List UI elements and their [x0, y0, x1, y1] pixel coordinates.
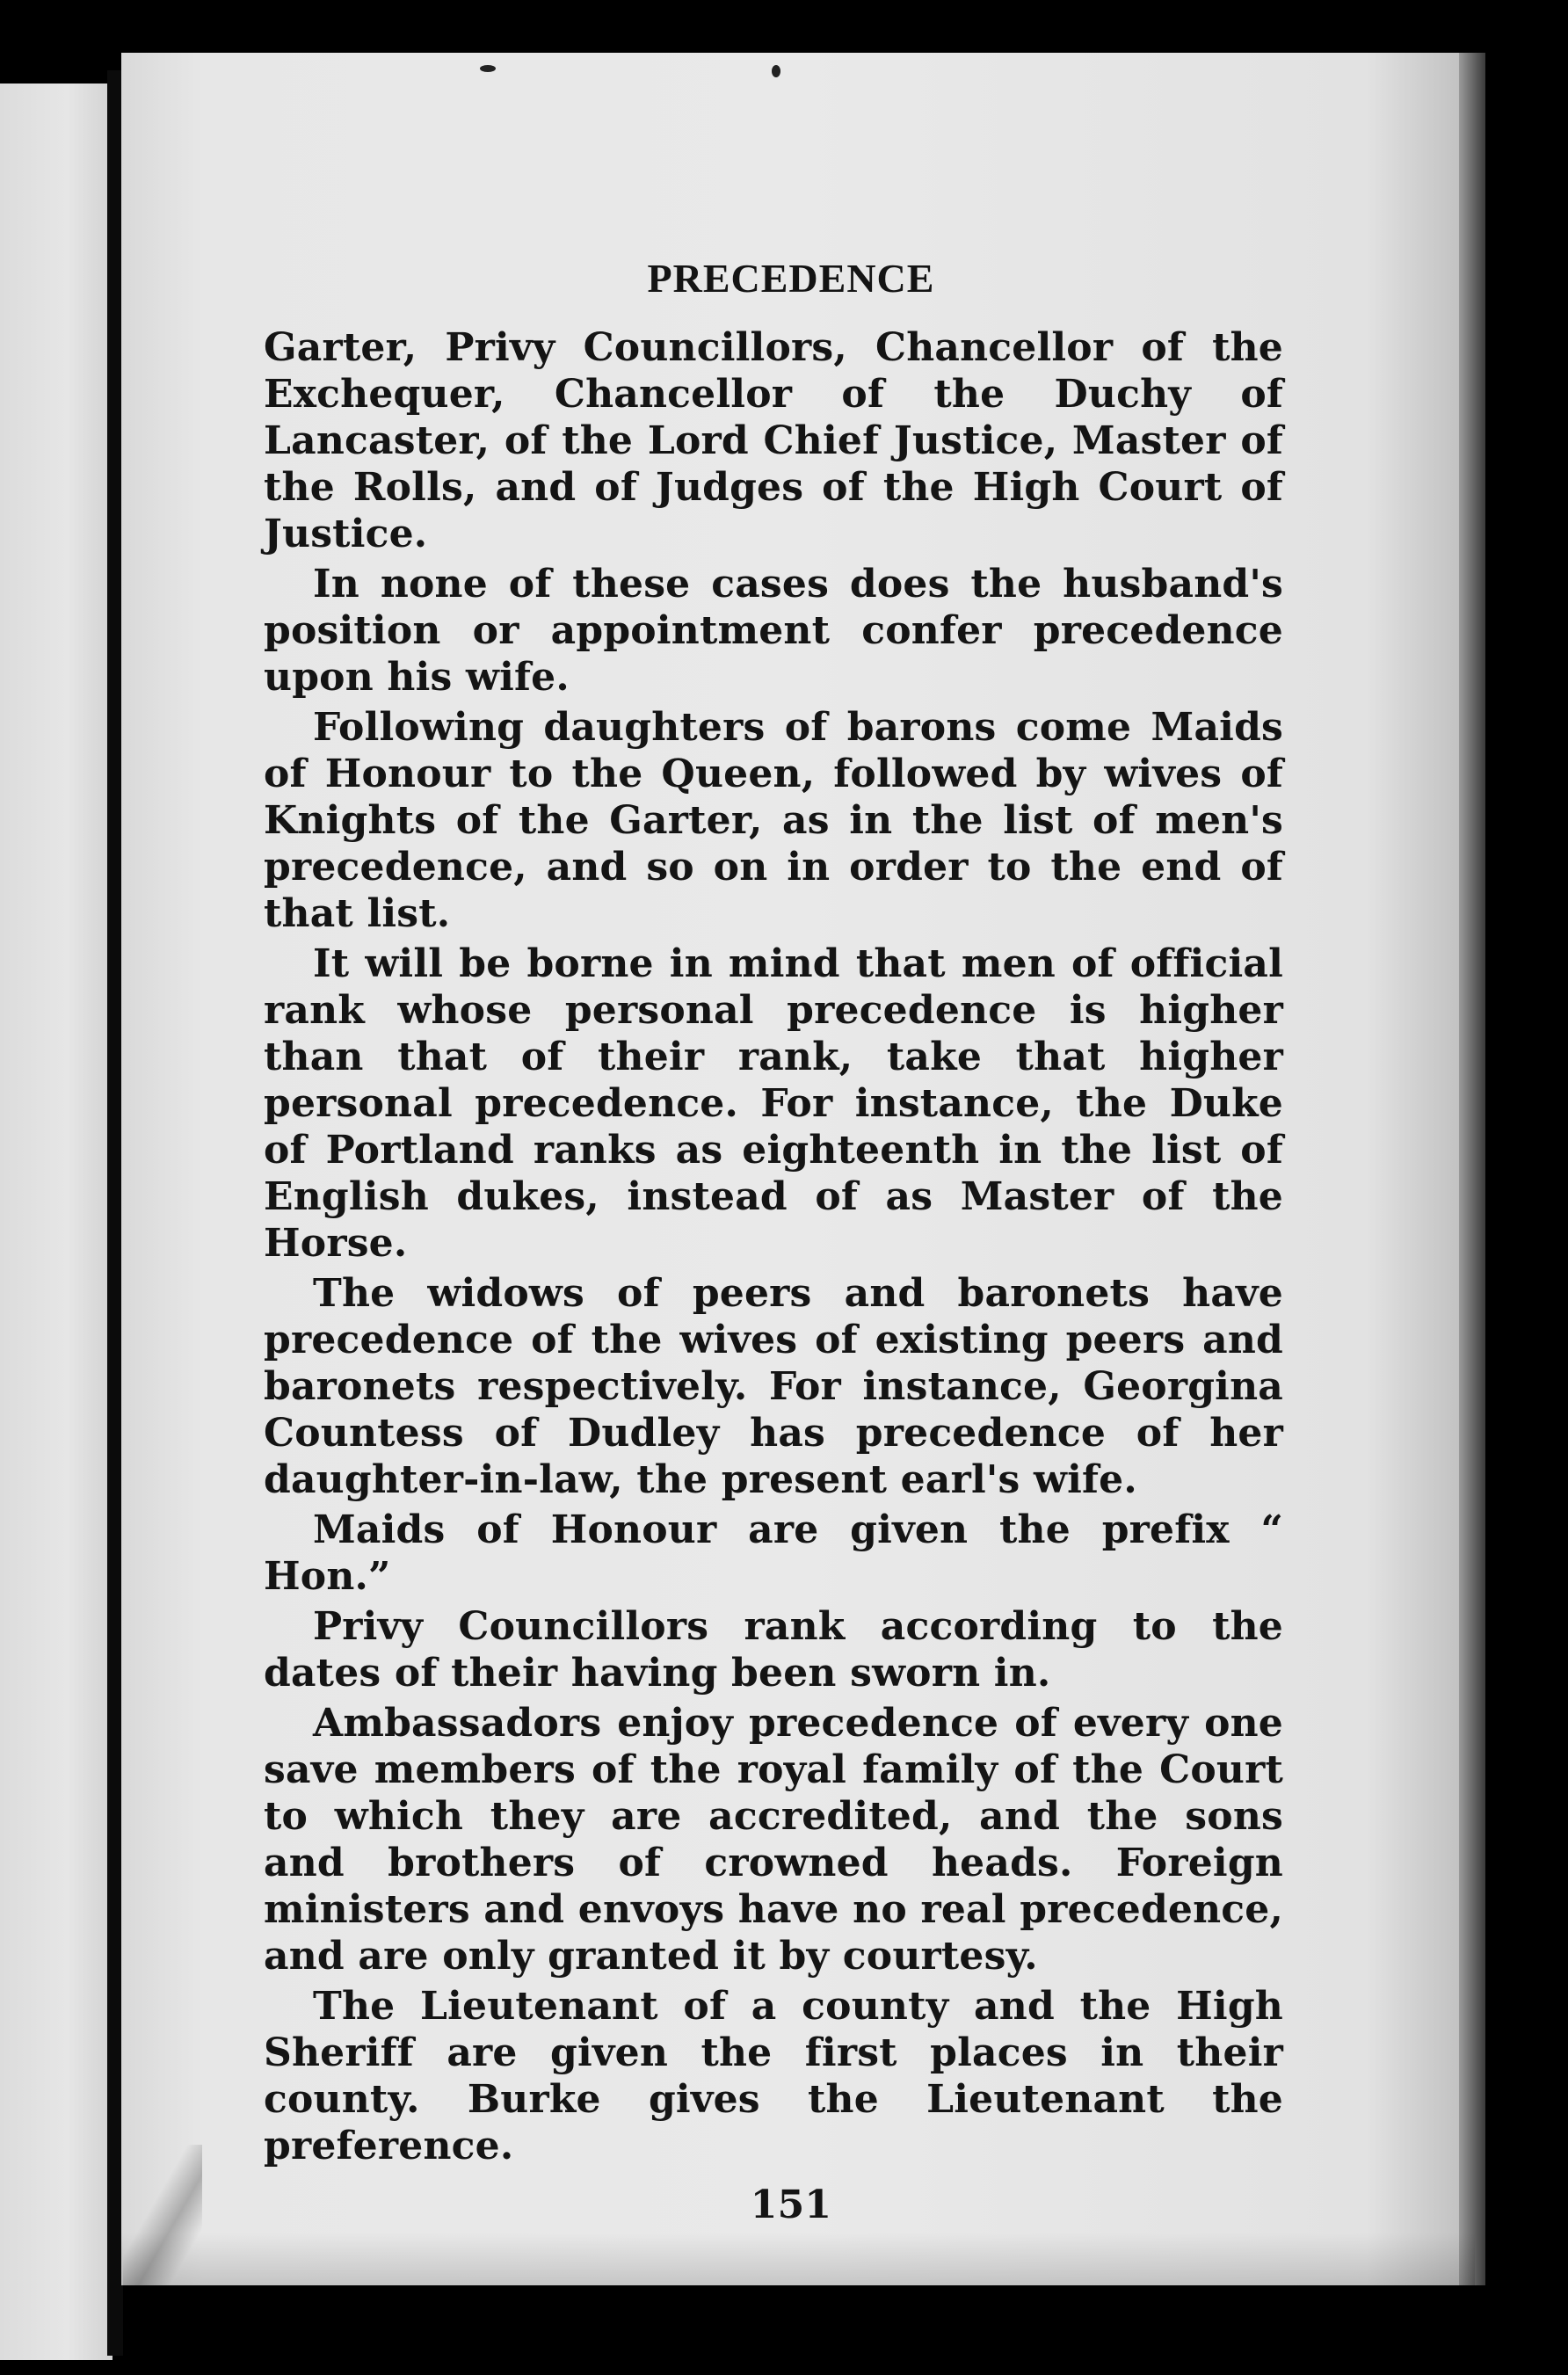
- facing-page-edge: [0, 84, 113, 2360]
- ink-speck: [772, 65, 780, 77]
- paragraph: Following daughters of barons come Maids of Honour to the Queen, followed by wives of Knights of the Garter, as in the list of men's precedence, and so on in order to the end of that list.: [264, 705, 1283, 936]
- page-text: [264, 255, 1283, 2228]
- paragraph: The Lieutenant of a county and the High Sheriff are given the first places in their county. Burke gives the Lieutenant the preference.: [264, 1984, 1283, 2168]
- paragraph: Ambassadors enjoy precedence of every one save members of the royal family of the Court to which they are accredited, and the sons and brothers of crowned heads. Foreign ministers and envoys have no real precedence, and are only granted it by courtesy.: [264, 1701, 1283, 1979]
- page-bottom-shadow: [121, 2233, 1475, 2285]
- page-number: 151: [750, 2183, 832, 2227]
- paragraph: In none of these cases does the husband's position or appointment confer precedence upon his wife.: [264, 562, 1283, 700]
- ink-speck: [480, 65, 496, 72]
- paragraph: Privy Councillors rank according to the dates of their having been sworn in.: [264, 1604, 1283, 1696]
- paragraph: Maids of Honour are given the prefix “ Hon.”: [264, 1507, 1283, 1599]
- paragraph: It will be borne in mind that men of official rank whose personal precedence is higher than that of their rank, take that higher personal precedence. For instance, the Duke of Portland ranks as eighteenth in the list of English dukes, instead of as Master of the Horse.: [264, 941, 1283, 1266]
- page-curl: [123, 2145, 202, 2285]
- paragraph: Garter, Privy Councillors, Chancellor of the Exchequer, Chancellor of the Duchy of Lancaster, of the Lord Chief Justice, Master of the Rolls, and of Judges of the High Court of Justice.: [264, 325, 1283, 556]
- page-right-edge: [1459, 53, 1485, 2285]
- page-heading: PRECEDENCE: [647, 256, 935, 301]
- paragraph: The widows of peers and baronets have precedence of the wives of existing peers and baronets respectively. For instance, Georgina Countess of Dudley has precedence of her daughter-in-law, the present earl's wife.: [264, 1271, 1283, 1502]
